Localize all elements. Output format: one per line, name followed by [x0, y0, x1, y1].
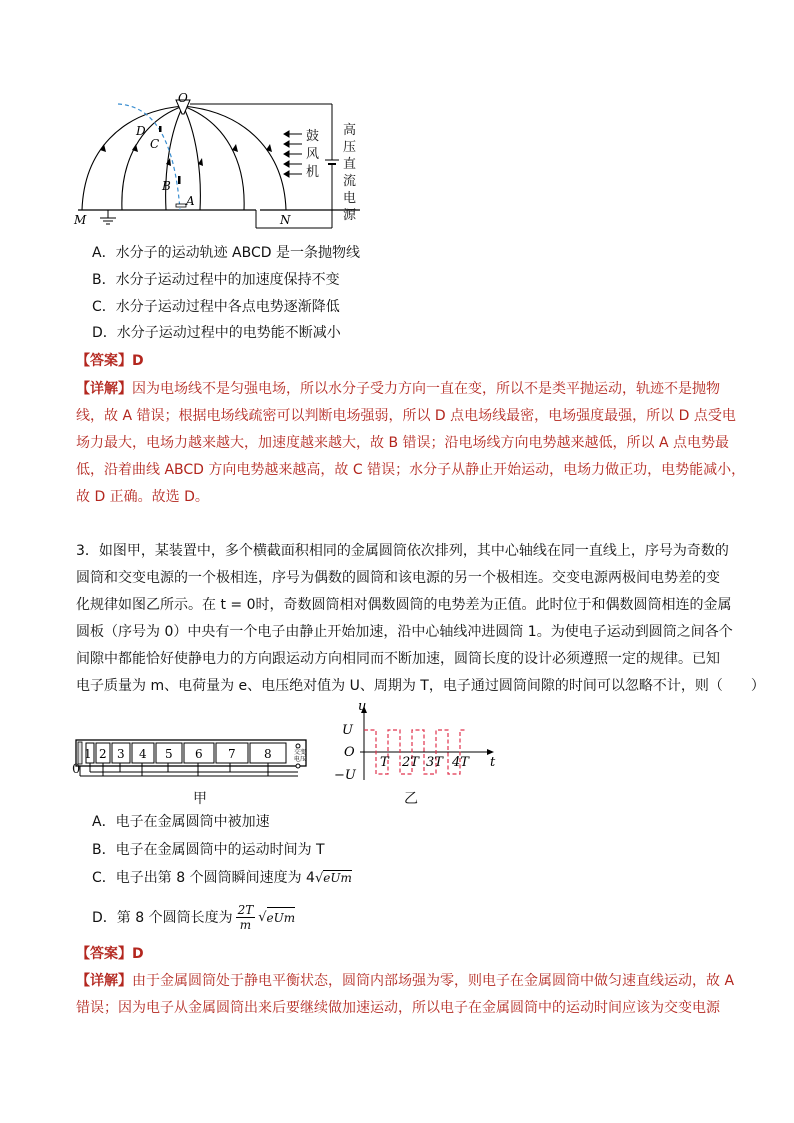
- q2-explain-2: 线，故 A 错误；根据电场线疏密可以判断电场强弱，所以 D 点电场线最密，电场强度最强，所以 D 点受电: [76, 408, 736, 424]
- q3-explain-1: 【详解】由于金属圆筒处于静电平衡状态，圆筒内部场强为零，则电子在金属圆筒中做匀速直线运动，故 A: [76, 973, 735, 989]
- q2-explain-1: 【详解】因为电场线不是匀强电场，所以水分子受力方向一直在变，所以不是类平抛运动，轨迹不是抛物: [76, 381, 720, 397]
- tube-label-5: 5: [165, 747, 173, 761]
- tube-label-2: 2: [99, 747, 107, 761]
- sqrt-sign: √: [258, 909, 267, 925]
- source-label-1: 交变: [294, 749, 307, 756]
- tick-T: T: [380, 755, 389, 770]
- caption-yi: 乙: [404, 791, 418, 807]
- q2-option-b: B．水分子运动过程中的加速度保持不变: [92, 272, 340, 288]
- tube-label-7: 7: [228, 747, 236, 761]
- tube-label-1: 1: [84, 747, 92, 761]
- power-label: 高 压 直 流 电 源: [343, 123, 357, 223]
- label-D: D: [136, 124, 146, 138]
- axis-U: U: [342, 723, 353, 738]
- figure-yi-square-wave: [334, 700, 504, 786]
- q3-option-d: D． 第 8 个圆筒长度为 2T m √ eUm: [92, 903, 296, 932]
- fraction: 2T m: [237, 903, 254, 932]
- q3-stem-1: 3．如图甲，某装置中，多个横截面积相同的金属圆筒依次排列，其中心轴线在同一直线上，序号为奇数的: [76, 543, 729, 559]
- tick-4T: 4T: [452, 755, 469, 770]
- sqrt-sign: √: [314, 871, 324, 886]
- q3-stem-3: 化规律如图乙所示。在 t = 0时，奇数圆筒相对偶数圆筒的电势差为正值。此时位于和偶数圆筒相连的金属: [76, 597, 732, 613]
- q3-stem-2: 圆筒和交变电源的一个极相连，序号为偶数的圆筒和该电源的另一个极相连。交变电源两极间电势差的变: [76, 570, 720, 586]
- q3-stem-4: 圆板（序号为 0）中央有一个电子由静止开始加速，沿中心轴线冲进圆筒 1。为使电子运动到圆筒之间各个: [76, 624, 733, 640]
- tube-label-8: 8: [264, 747, 272, 761]
- axis-negU: −U: [334, 768, 356, 783]
- tube-label-6: 6: [195, 747, 203, 761]
- q2-explain-5: 故 D 正确。故选 D。: [76, 489, 209, 505]
- label-B: B: [162, 179, 171, 193]
- q2-option-c: C．水分子运动过程中各点电势逐渐降低: [92, 299, 340, 315]
- tick-3T: 3T: [426, 755, 443, 770]
- figure-jia-tubes: [72, 728, 318, 780]
- q3-option-c: C．电子出第 8 个圆筒瞬间速度为 4√eUm: [92, 870, 352, 886]
- label-N: N: [280, 213, 291, 227]
- q2-answer: 【答案】D: [76, 353, 144, 369]
- caption-jia: 甲: [193, 791, 207, 807]
- tick-2T: 2T: [402, 755, 419, 770]
- figure-field-lines: [70, 92, 370, 232]
- q3-stem-5: 间隙中都能恰好使静电力的方向跟运动方向相同而不断加速，圆筒长度的设计必须遵照一定的规律。已知: [76, 651, 720, 667]
- q2-explain-3: 场力最大，电场力越来越大，加速度越来越大，故 B 错误；沿电场线方向电势越来越低，所以 A 点电势最: [76, 435, 729, 451]
- q3-answer: 【答案】D: [76, 946, 144, 962]
- q3-explain-2: 错误；因为电子从金属圆筒出来后要继续做加速运动，所以电子在金属圆筒中的运动时间应该为交变电源: [76, 1000, 720, 1016]
- q3-stem-6: 电子质量为 m、电荷量为 e、电压绝对值为 U、周期为 T，电子通过圆筒间隙的时间可以忽略不计，则（ ）: [76, 678, 765, 694]
- label-M: M: [74, 213, 87, 227]
- axis-t: t: [490, 755, 496, 770]
- tube-label-4: 4: [139, 747, 147, 761]
- q3-option-a: A．电子在金属圆筒中被加速: [92, 814, 270, 830]
- label-A: A: [186, 194, 195, 208]
- q2-option-d: D．水分子运动过程中的电势能不断减小: [92, 325, 341, 341]
- q2-explain-4: 低，沿着曲线 ABCD 方向电势越来越高，故 C 错误；水分子从静止开始运动，电场力做正功，电势能减小，: [76, 462, 746, 478]
- disc-zero-label: 0: [72, 762, 81, 777]
- label-O: O: [178, 92, 188, 105]
- tube-label-3: 3: [117, 747, 125, 761]
- axis-u: u: [358, 700, 367, 714]
- label-C: C: [150, 137, 160, 151]
- q2-option-a: A．水分子的运动轨迹 ABCD 是一条抛物线: [92, 245, 360, 261]
- axis-O: O: [344, 745, 355, 760]
- source-label-2: 电压: [294, 756, 307, 763]
- q3-option-b: B．电子在金属圆筒中的运动时间为 T: [92, 842, 325, 858]
- fan-label: 鼓 风 机: [306, 129, 320, 180]
